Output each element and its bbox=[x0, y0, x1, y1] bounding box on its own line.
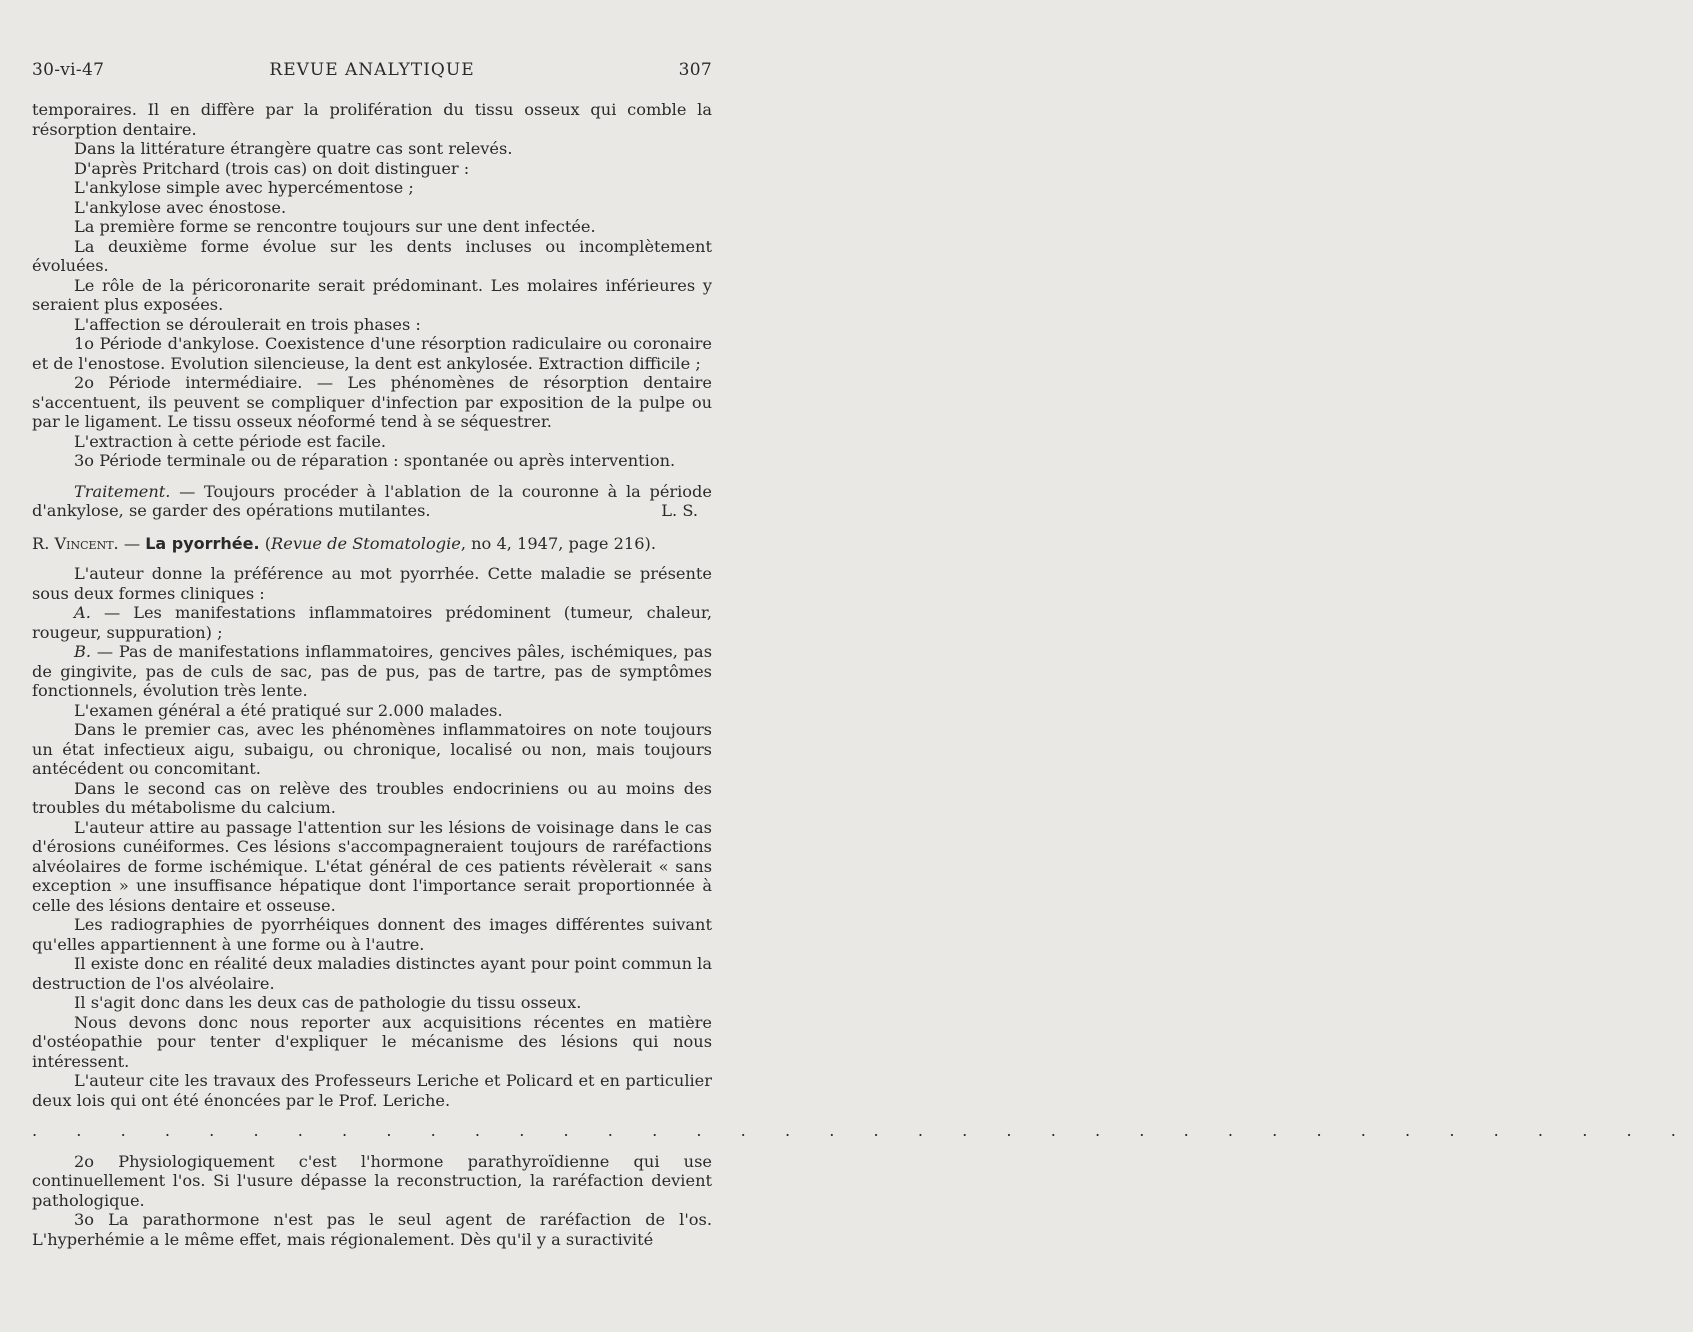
paragraph: 1o Période d'ankylose. Coexistence d'une résorption radiculaire ou coronaire et de l'enostose. Evolution silencieuse, la dent est ankylosée. Extraction difficile ; bbox=[32, 334, 712, 373]
form-a-paragraph bbox=[32, 603, 712, 642]
paragraph: La première forme se rencontre toujours sur une dent infectée. bbox=[74, 217, 596, 236]
paragraph: 3o Période terminale ou de réparation : spontanée ou après intervention. bbox=[74, 451, 676, 470]
paragraph: L'ankylose simple avec hypercémentose ; bbox=[74, 178, 414, 197]
form-a-text: — Les manifestations inflammatoires prédominent (tumeur, chaleur, rougeur, suppuration) ; bbox=[32, 603, 712, 642]
paragraph: L'auteur donne la préférence au mot pyorrhée. Cette maladie se présente sous deux formes cliniques : bbox=[32, 564, 712, 603]
article-citation bbox=[32, 534, 712, 554]
paragraph: L'ankylose avec énostose. bbox=[74, 197, 287, 217]
citation-dash: — bbox=[118, 533, 146, 553]
article-reference: , no 4, 1947, page 216). bbox=[460, 533, 656, 553]
paragraph: Dans la littérature étrangère quatre cas sont relevés. bbox=[74, 139, 513, 158]
paragraph: L'examen général a été pratiqué sur 2.000 malades. bbox=[74, 700, 503, 720]
paragraph: Dans le premier cas, avec les phénomènes inflammatoires on note toujours un état infectieux aigu, subaigu, ou chronique, localisé ou non, mais toujours antécédent ou concomitant. bbox=[32, 720, 712, 778]
treatment-label: Traitement. bbox=[74, 481, 171, 501]
journal-title: REVUE ANALYTIQUE bbox=[269, 60, 475, 80]
treatment-text: — Toujours procéder à l'ablation de la couronne à la période d'ankylose, se garder des opérations mutilantes. bbox=[32, 481, 712, 520]
article-title: La pyorrhée. bbox=[145, 533, 260, 553]
article-journal: Revue de Stomatologie bbox=[271, 533, 461, 553]
ellipsis-separator: . . . . . . . . . . . . . . . . . . . . . . . . . . . . . . . . . . . . . . bbox=[32, 1121, 1693, 1140]
paragraph: 2o Période intermédiaire. — Les phénomènes de résorption dentaire s'accentuent, ils peuvent se compliquer d'infection par exposition de la pulpe ou par le ligament. Le tissu osseux néoformé tend à se séquestrer. bbox=[32, 373, 712, 431]
form-a-label: A. bbox=[74, 603, 91, 622]
author-signature: L. S. bbox=[661, 501, 698, 520]
paragraph: 3o La parathormone n'est pas le seul agent de raréfaction de l'os. L'hyperhémie a le même effet, mais régionalement. Dès qu'il y a suractivité bbox=[32, 1210, 712, 1249]
form-b-label: B. bbox=[74, 642, 92, 661]
paragraph: D'après Pritchard (trois cas) on doit distinguer : bbox=[74, 158, 470, 178]
paragraph: Les radiographies de pyorrhéiques donnent des images différentes suivant qu'elles appartiennent à une forme ou à l'autre. bbox=[32, 915, 712, 954]
paragraph: Nous devons donc nous reporter aux acquisitions récentes en matière d'ostéopathie pour tenter d'expliquer le mécanisme des lésions qui nous intéressent. bbox=[32, 1012, 712, 1071]
paragraph: Dans le second cas on relève des troubles endocriniens ou au moins des troubles du métabolisme du calcium. bbox=[32, 778, 712, 817]
paragraph: Il s'agit donc dans les deux cas de pathologie du tissu osseux. bbox=[74, 993, 582, 1012]
page-number: 307 bbox=[678, 60, 712, 80]
page-header bbox=[32, 60, 712, 84]
article-author: R. Vincent. bbox=[32, 533, 119, 553]
page-body bbox=[32, 100, 1693, 1249]
paragraph: Le rôle de la péricoronarite serait prédominant. Les molaires inférieures y seraient plus exposées. bbox=[32, 275, 712, 314]
paragraph: Il existe donc en réalité deux maladies distinctes ayant pour point commun la destruction de l'os alvéolaire. bbox=[32, 954, 712, 993]
form-b-text: — Pas de manifestations inflammatoires, gencives pâles, ischémiques, pas de gingivite, pas de culs de sac, pas de pus, pas de tartre, pas de symptômes fonctionnels, évolution très lente. bbox=[32, 642, 712, 700]
paragraph: L'auteur cite les travaux des Professeurs Leriche et Policard et en particulier deux lois qui ont été énoncées par le Prof. Leriche. bbox=[32, 1071, 712, 1110]
treatment-paragraph bbox=[32, 482, 712, 521]
paragraph: L'auteur attire au passage l'attention sur les lésions de voisinage dans le cas d'érosions cunéiformes. Ces lésions s'accompagneraient toujours de raréfactions alvéolaires de forme ischémique. L'état général de ces patients révèlerait « sans exception » une insuffisance hépatique dont l'importance serait proportionnée à celle des lésions dentaire et osseuse. bbox=[32, 817, 712, 915]
citation-paren: ( bbox=[259, 533, 272, 553]
paragraph: L'extraction à cette période est facile. bbox=[74, 431, 387, 451]
paragraph: L'affection se déroulerait en trois phases : bbox=[74, 314, 421, 334]
form-b-paragraph bbox=[32, 642, 712, 701]
paragraph: temporaires. Il en diffère par la prolifération du tissu osseux qui comble la résorption dentaire. bbox=[32, 100, 712, 139]
paragraph: La deuxième forme évolue sur les dents incluses ou incomplètement évoluées. bbox=[32, 236, 712, 275]
paragraph: 2o Physiologiquement c'est l'hormone parathyroïdienne qui use continuellement l'os. Si l'usure dépasse la reconstruction, la raréfaction devient pathologique. bbox=[32, 1151, 712, 1210]
header-date: 30-vi-47 bbox=[32, 60, 105, 80]
